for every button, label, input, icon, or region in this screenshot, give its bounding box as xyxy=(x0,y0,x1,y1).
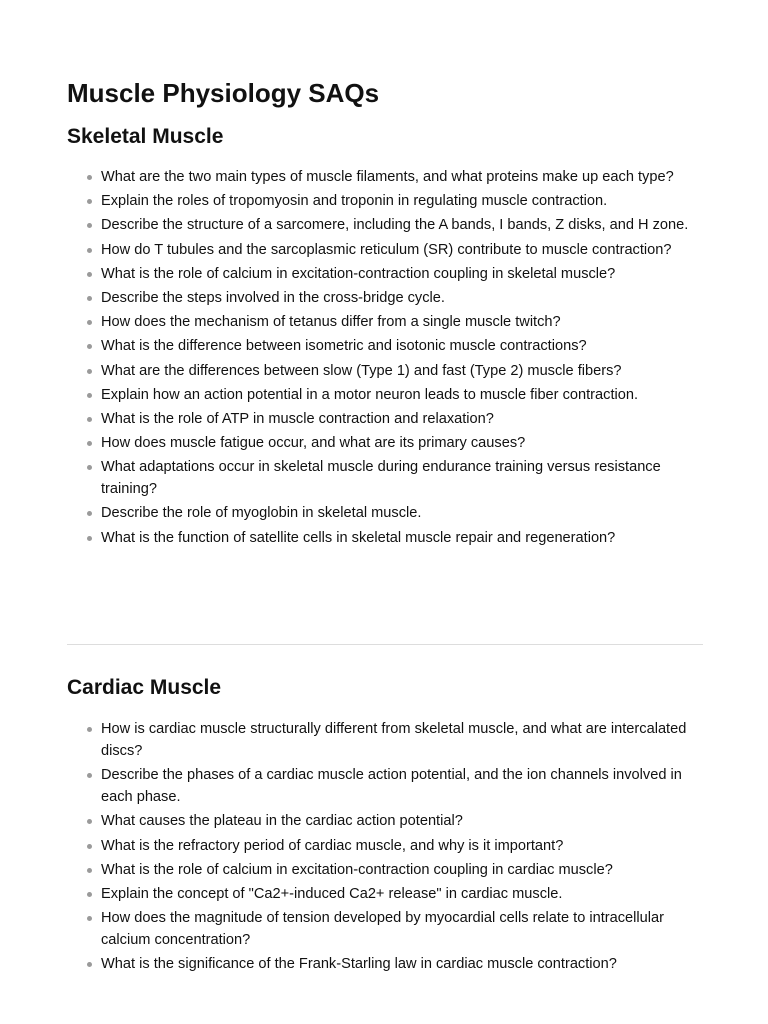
list-item: What is the role of calcium in excitation-contraction coupling in skeletal muscle? xyxy=(67,263,703,285)
section-heading-skeletal-muscle: Skeletal Muscle xyxy=(67,125,224,148)
list-item: How does the mechanism of tetanus differ from a single muscle twitch? xyxy=(67,311,703,333)
list-item: What causes the plateau in the cardiac action potential? xyxy=(67,810,703,832)
list-item: Explain the roles of tropomyosin and troponin in regulating muscle contraction. xyxy=(67,190,703,212)
list-item: What is the role of calcium in excitation-contraction coupling in cardiac muscle? xyxy=(67,859,703,881)
list-item: Describe the structure of a sarcomere, including the A bands, I bands, Z disks, and H zone. xyxy=(67,214,703,236)
question-list-skeletal-muscle xyxy=(67,166,703,551)
list-item: How does muscle fatigue occur, and what are its primary causes? xyxy=(67,432,703,454)
list-item: What is the difference between isometric and isotonic muscle contractions? xyxy=(67,335,703,357)
section-divider xyxy=(67,644,703,645)
list-item: What adaptations occur in skeletal muscle during endurance training versus resistance training? xyxy=(67,456,703,500)
list-item: Describe the steps involved in the cross-bridge cycle. xyxy=(67,287,703,309)
list-item: Explain how an action potential in a motor neuron leads to muscle fiber contraction. xyxy=(67,384,703,406)
list-item: How do T tubules and the sarcoplasmic reticulum (SR) contribute to muscle contraction? xyxy=(67,239,703,261)
list-item: Explain the concept of "Ca2+-induced Ca2+ release" in cardiac muscle. xyxy=(67,883,703,905)
list-item: What is the refractory period of cardiac muscle, and why is it important? xyxy=(67,835,703,857)
list-item: How is cardiac muscle structurally different from skeletal muscle, and what are intercalated discs? xyxy=(67,718,703,762)
list-item: What are the differences between slow (Type 1) and fast (Type 2) muscle fibers? xyxy=(67,360,703,382)
list-item: Describe the role of myoglobin in skeletal muscle. xyxy=(67,502,703,524)
list-item: What is the function of satellite cells in skeletal muscle repair and regeneration? xyxy=(67,527,703,549)
section-heading-cardiac-muscle: Cardiac Muscle xyxy=(67,676,222,699)
list-item: What is the role of ATP in muscle contraction and relaxation? xyxy=(67,408,703,430)
page-title: Muscle Physiology SAQs xyxy=(67,78,380,108)
question-list-cardiac-muscle xyxy=(67,718,703,978)
list-item: Describe the phases of a cardiac muscle action potential, and the ion channels involved in each phase. xyxy=(67,764,703,808)
list-item: How does the magnitude of tension developed by myocardial cells relate to intracellular calcium concentration? xyxy=(67,907,703,951)
list-item: What are the two main types of muscle filaments, and what proteins make up each type? xyxy=(67,166,703,188)
list-item: What is the significance of the Frank-Starling law in cardiac muscle contraction? xyxy=(67,953,703,975)
